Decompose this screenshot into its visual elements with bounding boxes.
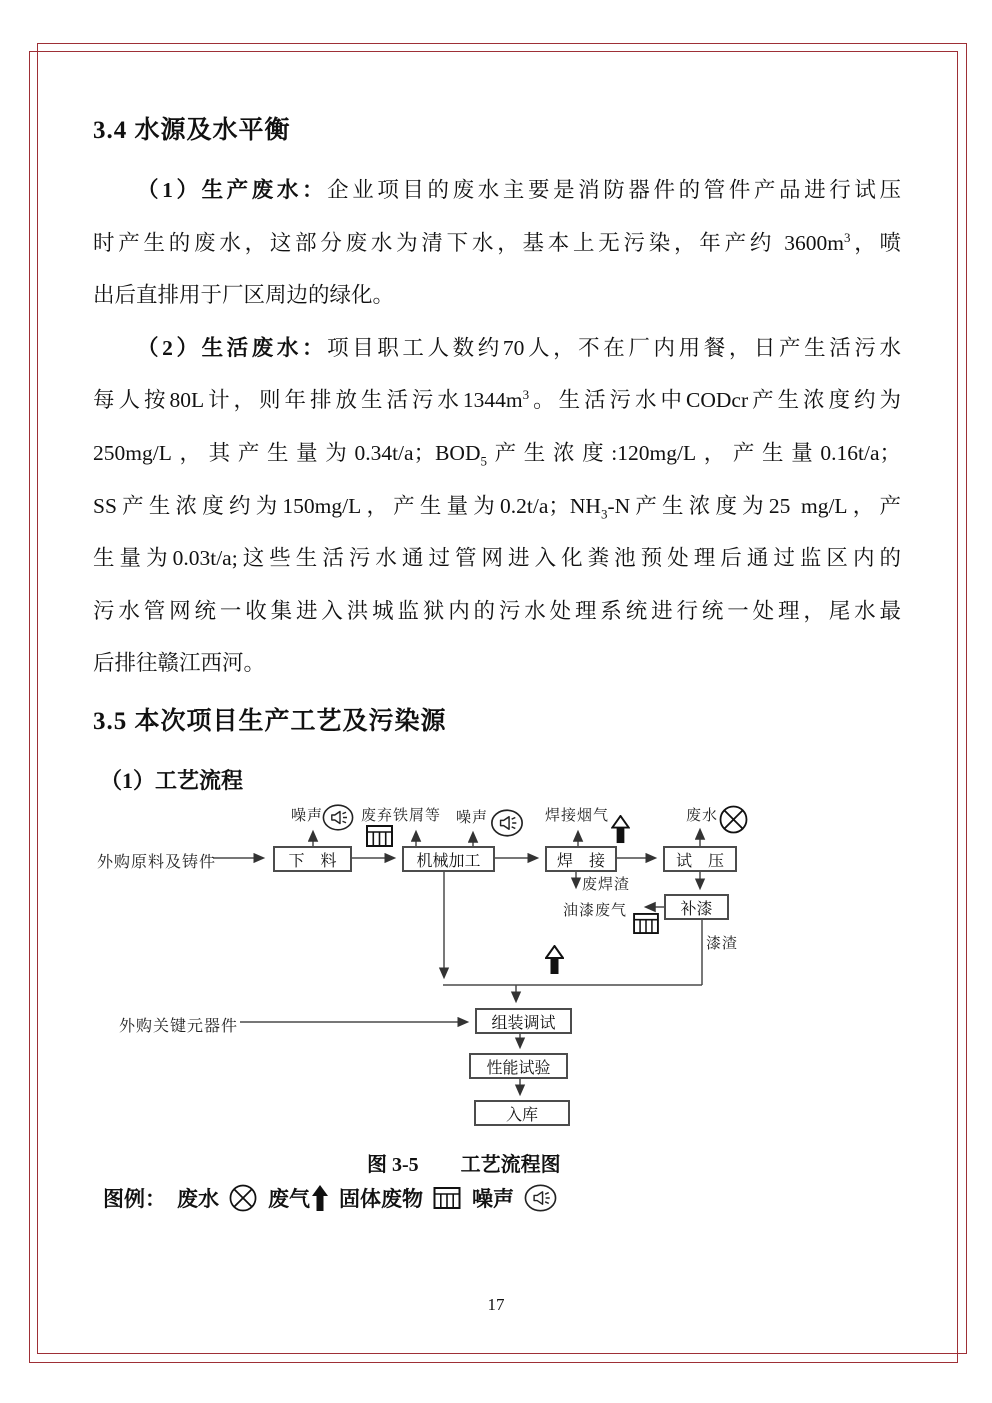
label-wastewater: 废水 bbox=[686, 808, 719, 824]
label-noise-1: 噪声 bbox=[291, 808, 324, 824]
paragraph1-line2: 时产生的废水，这部分废水为清下水，基本上无污染，年产约 $3600m^3$，喷 bbox=[93, 229, 901, 255]
label-paint-slag: 漆渣 bbox=[706, 936, 739, 952]
process-box-repaint: 补漆 bbox=[664, 894, 729, 920]
paragraph2-line6: 污水管网统一收集进入洪城监狱内的污水处理系统进行统一处理，尾水最 bbox=[93, 598, 901, 623]
solid-waste-icon bbox=[433, 1187, 461, 1209]
paragraph2-line1: （2）生活废水：项目职工人数约70人，不在厂内用餐，日产生活污水 bbox=[137, 335, 901, 360]
paragraph1-line1: （1）生产废水：企业项目的废水主要是消防器件的管件产品进行试压 bbox=[137, 178, 901, 202]
label-scrap-iron: 废弃铁屑等 bbox=[361, 808, 442, 824]
waste-gas-arrow-icon bbox=[545, 945, 564, 980]
wastewater-circle-x-icon bbox=[229, 1184, 257, 1212]
noise-speaker-icon bbox=[490, 809, 524, 842]
process-box-welding: 焊 接 bbox=[545, 846, 617, 872]
process-box-pressure-test: 试 压 bbox=[663, 846, 737, 872]
process-box-machining: 机械加工 bbox=[402, 846, 495, 872]
section-heading-3-4: 3.4 水源及水平衡 bbox=[93, 117, 291, 144]
input-label-key-components: 外购关键元器件 bbox=[119, 1018, 239, 1035]
label-welding-fume: 焊接烟气 bbox=[545, 808, 610, 824]
noise-speaker-icon bbox=[524, 1184, 557, 1212]
waste-gas-arrow-icon bbox=[312, 1185, 328, 1211]
figure-caption bbox=[367, 1148, 561, 1177]
wastewater-circle-x-icon bbox=[719, 805, 748, 839]
paragraph2-line2: 每人按80L计，则年排放生活污水$1344m^3$。生活污水中CODcr产生浓度约为 bbox=[93, 387, 901, 413]
figure-title: 工艺流程图 bbox=[460, 1154, 561, 1176]
body-text bbox=[93, 164, 901, 690]
figure-number: 图 3-5 bbox=[367, 1154, 419, 1176]
legend-item-noise: 噪声 bbox=[472, 1183, 557, 1213]
paragraph1-line3: 出后直排用于厂区周边的绿化。 bbox=[93, 283, 395, 308]
legend-item-wastewater: 废水 bbox=[177, 1183, 257, 1213]
legend-item-waste-gas: 废气 bbox=[268, 1183, 328, 1213]
legend-row bbox=[103, 1183, 568, 1213]
process-box-performance-test: 性能试验 bbox=[469, 1053, 568, 1079]
paragraph2-line5: 生量为0.03t/a;这些生活污水通过管网进入化粪池预处理后通过监区内的 bbox=[93, 546, 901, 571]
label-weld-slag: 废焊渣 bbox=[582, 877, 631, 893]
label-noise-2: 噪声 bbox=[456, 810, 489, 826]
solid-waste-icon bbox=[632, 913, 660, 939]
noise-speaker-icon bbox=[322, 804, 354, 836]
subsection-heading-process-flow: （1）工艺流程 bbox=[100, 768, 244, 793]
paragraph2-line4: SS产生浓度约为150mg/L，产生量为0.2t/a；$NH_3-N$产生浓度为25 mg/L，产 bbox=[93, 493, 901, 521]
legend-label: 图例： bbox=[103, 1187, 166, 1211]
process-box-warehouse: 入库 bbox=[474, 1100, 570, 1126]
page-number: 17 bbox=[487, 1295, 505, 1314]
process-box-cutting: 下 料 bbox=[273, 846, 352, 872]
section-heading-3-5: 3.5 本次项目生产工艺及污染源 bbox=[93, 708, 447, 735]
process-box-assembly: 组装调试 bbox=[475, 1008, 572, 1034]
input-label-raw-materials: 外购原料及铸件 bbox=[97, 854, 217, 871]
solid-waste-icon bbox=[366, 825, 393, 852]
waste-gas-arrow-icon bbox=[611, 815, 630, 849]
paragraph2-line7: 后排往赣江西河。 bbox=[93, 651, 266, 676]
paragraph2-line3: 250mg/L，其产生量为0.34t/a；$BOD_5$产生浓度:120mg/L，产生量0.16t/a； bbox=[93, 440, 901, 469]
label-paint-waste-gas: 油漆废气 bbox=[563, 903, 628, 919]
legend-item-solid-waste: 固体废物 bbox=[339, 1183, 461, 1213]
